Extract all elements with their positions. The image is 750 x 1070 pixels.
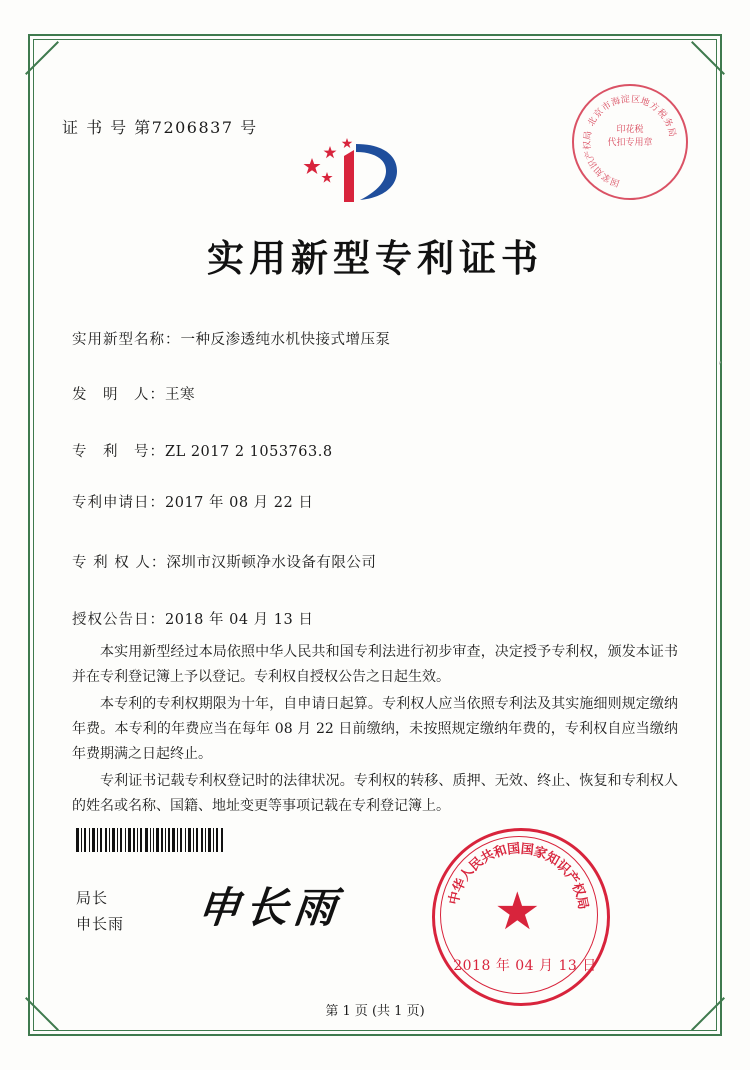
field-value: 2018 年 04 月 13 日 <box>165 612 314 628</box>
commissioner-title: 局长 <box>76 889 109 907</box>
field-grant-announcement-date <box>72 608 682 629</box>
field-label: 发 明 人： <box>72 387 165 403</box>
body-paragraph: 本实用新型经过本局依照中华人民共和国专利法进行初步审查，决定授予专利权，颁发本证书并在专利登记簿上予以登记。专利权自授权公告之日起生效。 <box>72 644 678 685</box>
tax-seal-lower-arc: 国 家 知 识 产 权 局 <box>582 130 622 188</box>
body-text <box>72 640 678 821</box>
field-label: 专 利 号： <box>72 444 165 460</box>
tax-seal-line2: 代扣专用章 <box>607 138 653 148</box>
tax-stamp-seal <box>572 84 688 200</box>
field-patent-number <box>72 440 682 461</box>
page-footer: 第 1 页 (共 1 页) <box>325 1004 425 1019</box>
certificate-number: 证 书 号 第7206837 号 <box>62 118 258 137</box>
border-corner-top-right <box>688 34 722 68</box>
field-value: ZL 2017 2 1053763.8 <box>165 444 333 460</box>
border-corner-top-left <box>28 34 62 68</box>
scan-artifact: , <box>718 352 722 366</box>
field-label: 专 利 权 人： <box>72 555 167 571</box>
seal-date: 2018 年 04 月 13 日 <box>453 958 597 974</box>
page-title: 实用新型专利证书 <box>207 236 543 280</box>
cnipa-logo-icon <box>298 126 408 214</box>
tax-seal-arc-text: 北 京 市 海 淀 区 地 方 税 务 局 <box>586 94 677 138</box>
field-application-date <box>72 491 682 512</box>
barcode <box>76 828 224 852</box>
body-paragraph: 本专利的专利权期限为十年，自申请日起算。专利权人应当依照专利法及其实施细则规定缴纳年费。本专利的年费应当在每年 08 月 22 日前缴纳，未按照规定缴纳年费的，专利权自应当缴纳年费期满之日起终止。 <box>72 696 678 762</box>
field-value: 2017 年 08 月 22 日 <box>165 495 314 511</box>
field-utility-model-name <box>72 328 682 349</box>
field-label: 实用新型名称： <box>72 332 181 348</box>
national-emblem-icon: ★ <box>494 882 541 942</box>
field-value: 一种反渗透纯水机快接式增压泵 <box>180 332 391 348</box>
field-label: 专利申请日： <box>72 495 165 511</box>
commissioner-name: 申长雨 <box>76 915 125 933</box>
signature-block <box>76 885 124 937</box>
handwritten-signature: 申长雨 <box>195 883 345 932</box>
field-patentee <box>72 551 682 572</box>
tax-seal-line1: 印花税 <box>616 125 644 135</box>
field-label: 授权公告日： <box>72 612 165 628</box>
body-paragraph: 专利证书记载专利权登记时的法律状况。专利权的转移、质押、无效、终止、恢复和专利权人的姓名或名称、国籍、地址变更等事项记载在专利登记簿上。 <box>72 773 678 814</box>
field-value: 深圳市汉斯顿净水设备有限公司 <box>166 555 377 571</box>
official-round-seal: ★ 中 华 人 民 共 和 国 国 家 知 识 产 权 局 <box>432 828 608 1004</box>
field-value: 王寒 <box>165 387 195 403</box>
field-inventor <box>72 383 682 404</box>
